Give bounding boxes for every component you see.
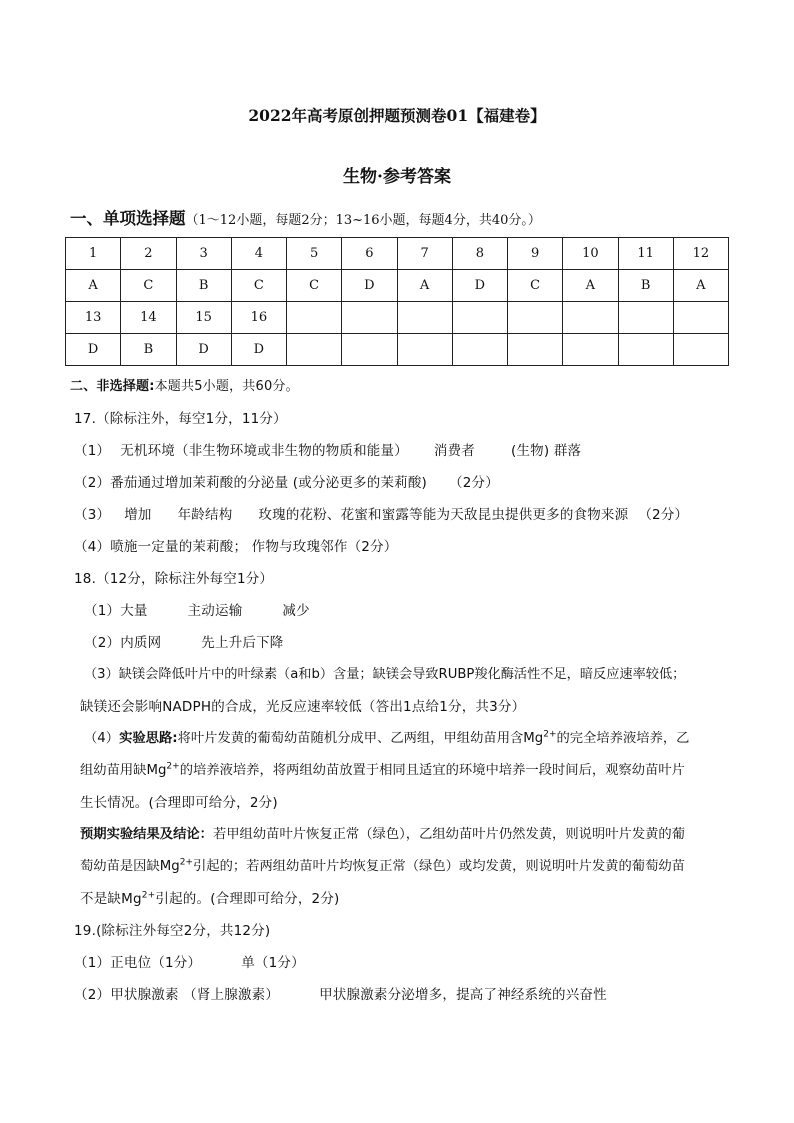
q18-answer-1: [84, 599, 310, 619]
q18-a1-p2: 主动运输: [187, 603, 243, 619]
answer-number-cell: 9: [508, 238, 563, 270]
q17-a1-p3: (生物) 群落: [511, 443, 582, 459]
q18-a4-l2b: 的培养液培养，将两组幼苗放置于相同且适宜的环境中培养一段时间后，观察幼苗叶片: [179, 763, 685, 778]
q17-a3-p1: 增加: [124, 507, 152, 523]
answer-letter-cell: [673, 334, 728, 366]
answer-letter-cell: C: [231, 270, 286, 302]
answer-number-cell: [452, 302, 507, 334]
answer-number-cell: 8: [452, 238, 507, 270]
q19-a2-p1: （2）甲状腺激素 （肾上腺激素）: [74, 987, 280, 1003]
q18-result-line2: [80, 855, 685, 874]
answer-letter-cell: [563, 334, 618, 366]
answer-number-cell: [397, 302, 452, 334]
q17-answer-4: （4）喷施一定量的茉莉酸； 作物与玫瑰邻作（2分）: [74, 539, 398, 555]
q18-result-l3b: 引起的。(合理即可给分，2分): [155, 891, 340, 907]
q18-a1-p3: 减少: [282, 603, 310, 619]
answer-number-cell: 7: [397, 238, 452, 270]
answer-letter-cell: C: [121, 270, 176, 302]
q18-result-l3a: 不是缺Mg: [80, 891, 142, 907]
answer-letter-cell: A: [66, 270, 121, 302]
section1-heading: [70, 205, 541, 229]
q18-answer-4-line3: 生长情况。(合理即可给分，2分): [80, 795, 278, 811]
q19-a1-p1: （1）正电位（1分）: [74, 955, 202, 971]
q17-a3-score: （2分）: [638, 507, 689, 523]
answer-number-cell: 5: [287, 238, 342, 270]
answer-letter-cell: [342, 334, 397, 366]
superscript: 2+: [179, 857, 193, 868]
answer-letter-cell: D: [176, 334, 231, 366]
answer-letter-cell: [508, 334, 563, 366]
section2-title: 二、非选择题:: [70, 379, 155, 394]
answer-number-cell: [563, 302, 618, 334]
q18-result-bold: 预期实验结果及结论：: [80, 827, 213, 842]
q17-a2-score: （2分）: [449, 475, 499, 491]
q18-a4-l2a: 组幼苗用缺Mg: [80, 763, 167, 778]
q18-a4-l1b: 的完全培养液培养，乙: [556, 731, 690, 746]
section1-title: 一、单项选择题: [70, 209, 186, 228]
answer-table-row: [66, 238, 729, 270]
answer-letter-cell: C: [287, 270, 342, 302]
answer-letter-cell: B: [121, 334, 176, 366]
q18-answer-4-line2: [80, 759, 685, 778]
q18-answer-4-line1: [84, 727, 689, 746]
superscript: 2+: [166, 761, 180, 772]
q17-head: 17.（除标注外，每空1分，11分）: [74, 411, 287, 427]
q18-result-line3: [80, 887, 340, 907]
section2-heading: [70, 375, 299, 394]
answer-letter-cell: [287, 334, 342, 366]
answer-number-cell: 3: [176, 238, 231, 270]
q17-a1-p1: 无机环境（非生物环境或非生物的物质和能量）: [120, 443, 408, 459]
q19-head: 19.(除标注外每空2分，共12分): [74, 923, 271, 939]
q18-a4-l1a: 将叶片发黄的葡萄幼苗随机分成甲、乙两组，甲组幼苗用含Mg: [177, 731, 544, 746]
q18-result-l1: 若甲组幼苗叶片恢复正常（绿色），乙组幼苗叶片仍然发黄，则说明叶片发黄的葡: [212, 827, 686, 842]
answer-table-row: [66, 302, 729, 334]
answer-letter-cell: B: [176, 270, 231, 302]
answer-letter-cell: [397, 334, 452, 366]
answer-letter-cell: B: [618, 270, 673, 302]
answer-table-row: [66, 270, 729, 302]
q17-answer-3: [74, 503, 688, 523]
section1-note: （1～12小题，每题2分；13~16小题，每题4分，共40分。）: [185, 213, 541, 228]
answer-number-cell: 1: [66, 238, 121, 270]
superscript: 2+: [141, 890, 156, 901]
answer-letter-cell: D: [231, 334, 286, 366]
answer-table-row: [66, 334, 729, 366]
q17-a1-p2: 消费者: [433, 443, 476, 459]
q18-result-line1: [80, 823, 685, 842]
answer-letter-cell: C: [508, 270, 563, 302]
q17-a3-p3: 玫瑰的花粉、花蜜和蜜露等能为天敌昆虫提供更多的食物来源: [258, 507, 629, 523]
q18-answer-2: [84, 631, 284, 651]
page-subtitle: 生物·参考答案: [343, 167, 451, 187]
answer-letter-cell: [618, 334, 673, 366]
answer-number-cell: 10: [563, 238, 618, 270]
section2-note: 本题共5小题，共60分。: [154, 379, 299, 394]
answer-number-cell: 4: [231, 238, 286, 270]
answer-letter-cell: [452, 334, 507, 366]
q18-answer-3-line2: 缺镁还会影响NADPH的合成，光反应速率较低（答出1点给1分，共3分）: [80, 699, 526, 715]
answer-number-cell: 13: [66, 302, 121, 334]
q17-answer-2: [74, 471, 499, 491]
q17-a1-label: （1）: [74, 443, 111, 459]
q19-answer-2: [74, 983, 607, 1003]
answer-number-cell: 11: [618, 238, 673, 270]
answer-letter-cell: A: [563, 270, 618, 302]
answer-number-cell: [673, 302, 728, 334]
answer-letter-cell: A: [673, 270, 728, 302]
answer-number-cell: 15: [176, 302, 231, 334]
page-title: 2022年高考原创押题预测卷01【福建卷】: [248, 106, 546, 125]
answer-number-cell: [618, 302, 673, 334]
q18-answer-3-line1: （3）缺镁会降低叶片中的叶绿素（a和b）含量；缺镁会导致RUBP羧化酶活性不足，暗反应速率较低；: [84, 667, 686, 682]
answer-number-cell: 2: [121, 238, 176, 270]
answer-number-cell: 14: [121, 302, 176, 334]
q18-a2-label: （2）内质网: [84, 635, 162, 651]
answer-letter-cell: D: [452, 270, 507, 302]
q17-a3-p2: 年龄结构: [177, 507, 233, 523]
q19-answer-1: [74, 951, 305, 971]
q18-a4-label: （4）: [84, 731, 120, 746]
answer-letter-cell: D: [66, 334, 121, 366]
answer-number-cell: [287, 302, 342, 334]
q18-a2-p2: 先上升后下降: [201, 635, 284, 651]
q18-a4-bold: 实验思路:: [119, 731, 178, 746]
q19-a1-p2: 单（1分）: [241, 955, 305, 971]
answer-number-cell: [342, 302, 397, 334]
q18-head: 18.（12分，除标注外每空1分）: [74, 571, 274, 587]
answer-number-cell: 6: [342, 238, 397, 270]
q17-a2-text: （2）番茄通过增加茉莉酸的分泌量 (或分泌更多的茉莉酸): [74, 475, 428, 491]
q17-a3-label: （3）: [74, 507, 111, 523]
q18-result-l2b: 引起的；若两组幼苗叶片均恢复正常（绿色）或均发黄，则说明叶片发黄的葡萄幼苗: [192, 859, 685, 874]
q17-answer-1: [74, 439, 581, 459]
answer-letter-cell: D: [342, 270, 397, 302]
answer-number-cell: 16: [231, 302, 286, 334]
answer-letter-cell: A: [397, 270, 452, 302]
answer-table: [65, 237, 729, 366]
q18-a1-label: （1）大量: [84, 603, 148, 619]
superscript: 2+: [543, 729, 557, 740]
q18-result-l2a: 萄幼苗是因缺Mg: [80, 859, 180, 874]
answer-number-cell: [508, 302, 563, 334]
answer-number-cell: 12: [673, 238, 728, 270]
q19-a2-p2: 甲状腺激素分泌增多，提高了神经系统的兴奋性: [319, 987, 607, 1003]
